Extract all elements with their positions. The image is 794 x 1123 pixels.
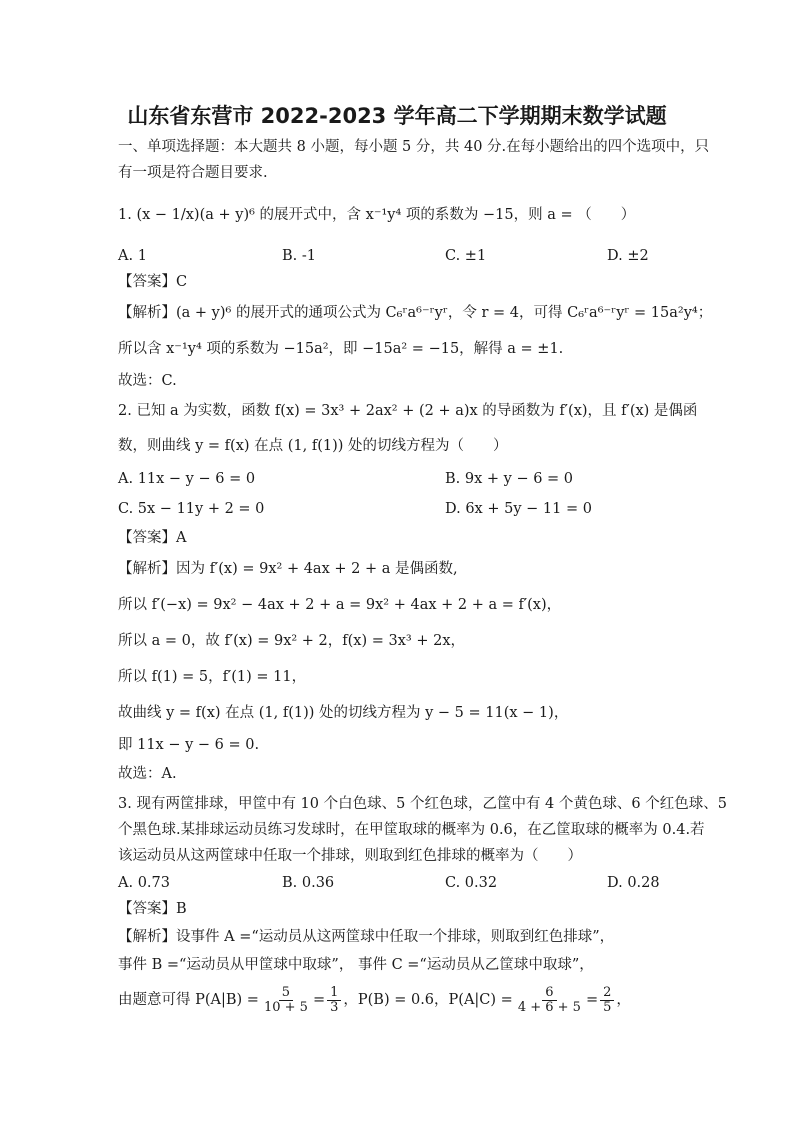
q2-analysis-line-1: 【解析】因为 f′(x) = 9x² + 4ax + 2 + a 是偶函数,: [118, 561, 458, 577]
equals-sign: =: [312, 991, 326, 1008]
section-heading-line-2: 有一项是符合题目要求.: [118, 165, 268, 181]
q3-analysis-tail: ，: [616, 991, 631, 1008]
q2-analysis-line-2: 所以 f′(−x) = 9x² − 4ax + 2 + a = 9x² + 4ax + 2 + a = f′(x)，: [118, 597, 562, 613]
q1-conclusion: 故选：C.: [118, 373, 177, 389]
q2-option-b: B. 9x + y − 6 = 0: [445, 471, 574, 487]
fraction-denominator: 4 + 6 + 5: [517, 999, 581, 1015]
q1-answer: 【答案】C: [118, 274, 188, 290]
q1-analysis-line-1: 【解析】(a + y)⁶ 的展开式的通项公式为 C₆ʳa⁶⁻ʳyʳ，令 r = 4，可得 C₆ʳa⁶⁻ʳyʳ = 15a²y⁴；: [118, 305, 713, 321]
q2-conclusion: 故选：A.: [118, 766, 177, 782]
q1-stem: 1. (x − 1/x)(a + y)⁶ 的展开式中，含 x⁻¹y⁴ 项的系数为 −15，则 a = （ ）: [118, 207, 636, 223]
q3-option-b: B. 0.36: [282, 875, 335, 891]
q2-option-a: A. 11x − y − 6 = 0: [118, 471, 256, 487]
equals-sign: =: [585, 991, 599, 1008]
fraction-numerator: 5: [279, 986, 293, 1001]
q3-answer: 【答案】B: [118, 901, 187, 917]
fraction-5-over-15: [261, 986, 311, 1014]
q3-analysis-line-3: [118, 986, 631, 1014]
q3-option-a: A. 0.73: [118, 875, 170, 891]
q2-analysis-line-5: 故曲线 y = f(x) 在点 (1, f(1)) 处的切线方程为 y − 5 = 11(x − 1)，: [118, 705, 569, 721]
q3-analysis-line-1: 【解析】设事件 A =“运动员从这两筐球中任取一个排球，则取到红色排球”，: [118, 929, 615, 945]
q3-analysis-line-2: 事件 B =“运动员从甲筐球中取球”， 事件 C =“运动员从乙筐球中取球”，: [118, 957, 594, 973]
q3-stem-line-3: 该运动员从这两筐球中任取一个排球，则取到红色排球的概率为（ ）: [118, 848, 582, 864]
fraction-2-over-5: [600, 986, 614, 1014]
q1-option-a: A. 1: [118, 248, 147, 264]
fraction-numerator: 6: [542, 986, 556, 1001]
q1-option-b: B. -1: [282, 248, 316, 264]
q1-option-c: C. ±1: [445, 248, 487, 264]
q2-option-c: C. 5x − 11y + 2 = 0: [118, 501, 265, 517]
fraction-numerator: 2: [600, 986, 614, 1001]
q3-stem-line-1: 3. 现有两筐排球，甲筐中有 10 个白色球、5 个红色球，乙筐中有 4 个黄色球、6 个红色球、5: [118, 796, 727, 812]
q3-stem-line-2: 个黑色球.某排球运动员练习发球时，在甲筐取球的概率为 0.6，在乙筐取球的概率为 0.4.若: [118, 822, 705, 838]
document-title: 山东省东营市 2022-2023 学年高二下学期期末数学试题: [127, 104, 667, 128]
fraction-denominator: 5: [603, 999, 612, 1015]
q2-stem-line-1: 2. 已知 a 为实数，函数 f(x) = 3x³ + 2ax² + (2 + a)x 的导函数为 f′(x)，且 f′(x) 是偶函: [118, 403, 698, 419]
q1-option-d: D. ±2: [607, 248, 649, 264]
q3-analysis-prefix: 由题意可得 P(A|B) =: [118, 991, 259, 1008]
q2-analysis-line-6: 即 11x − y − 6 = 0.: [118, 737, 260, 753]
q2-analysis-line-3: 所以 a = 0，故 f′(x) = 9x² + 2，f(x) = 3x³ + 2x，: [118, 633, 465, 649]
fraction-denominator: 3: [330, 999, 339, 1015]
q3-option-c: C. 0.32: [445, 875, 498, 891]
section-heading-line-1: 一、单项选择题：本大题共 8 小题，每小题 5 分，共 40 分.在每小题给出的四个选项中，只: [118, 139, 710, 155]
fraction-denominator: 10 + 5: [263, 999, 308, 1015]
q1-analysis-line-2: 所以含 x⁻¹y⁴ 项的系数为 −15a²，即 −15a² = −15，解得 a = ±1.: [118, 341, 564, 357]
fraction-1-over-3: [327, 986, 341, 1014]
q2-analysis-line-4: 所以 f(1) = 5，f′(1) = 11，: [118, 669, 307, 685]
fraction-numerator: 1: [327, 986, 341, 1001]
q2-stem-line-2: 数，则曲线 y = f(x) 在点 (1, f(1)) 处的切线方程为（ ）: [118, 438, 508, 454]
q2-option-d: D. 6x + 5y − 11 = 0: [445, 501, 592, 517]
q3-option-d: D. 0.28: [607, 875, 660, 891]
fraction-6-over-15: [515, 986, 584, 1014]
q3-analysis-mid: ，P(B) = 0.6，P(A|C) =: [343, 991, 513, 1008]
q2-answer: 【答案】A: [118, 530, 187, 546]
